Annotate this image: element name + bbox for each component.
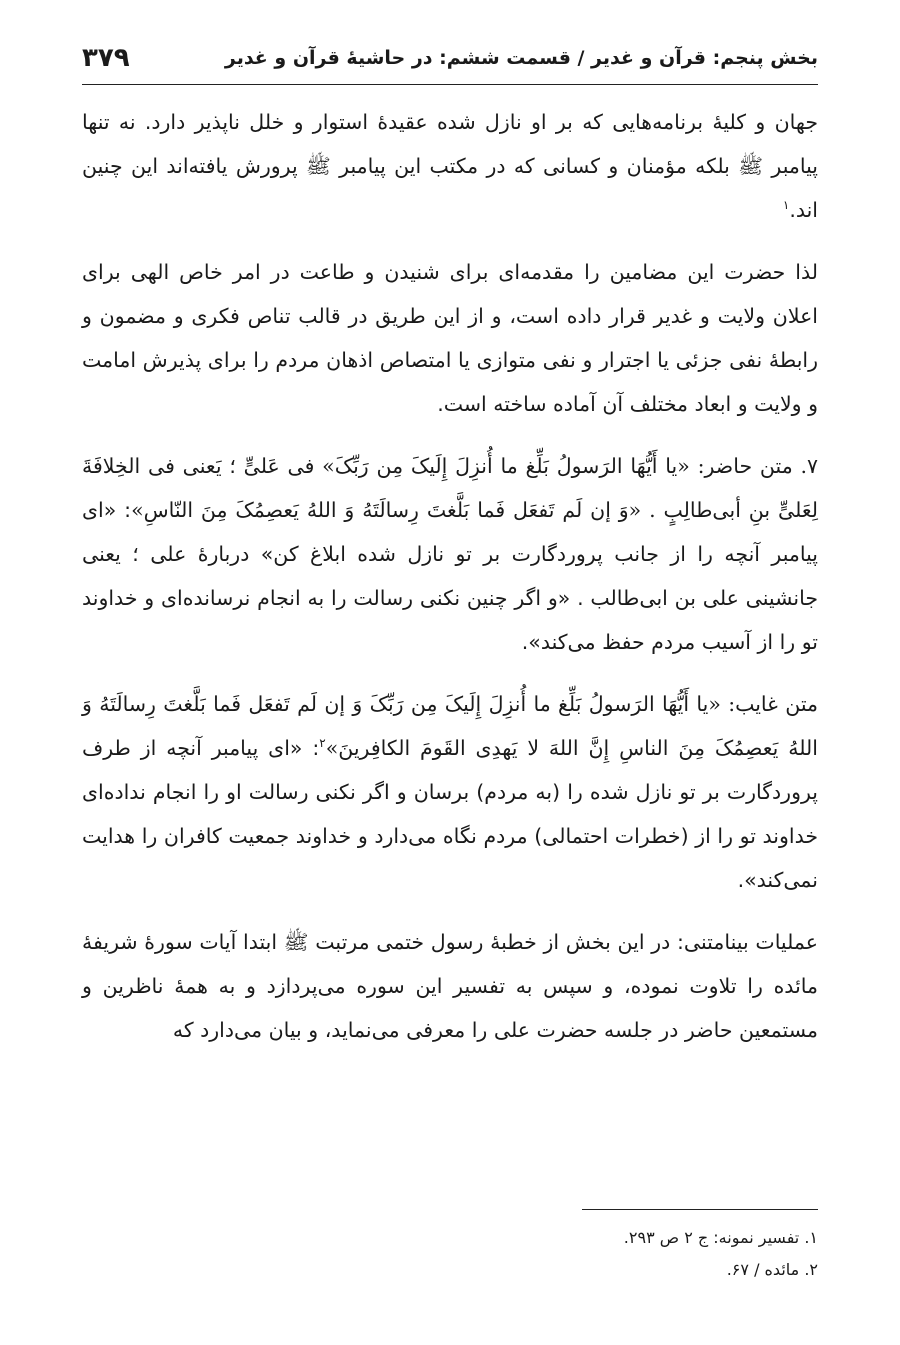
paragraph-4 — [82, 682, 818, 902]
paragraph-2 — [82, 250, 818, 426]
paragraph-4-text: : «ای پیامبر آنچه از طرف پروردگارت بر تو نازل شده را (به مردم) برسان و اگر نکنی رسالت او را انجام نداده‌ای خداوند تو را از (خطرات احتمالی) مردم نگاه می‌دارد و خداوند جمعیت کافران را هدایت نمی‌کند». — [82, 736, 818, 892]
footnote-divider — [582, 1209, 818, 1210]
paragraph-5-text: عملیات بینامتنی: در این بخش از خطبۀ رسول ختمی مرتبت ﷺ ابتدا آیات سورۀ شریفۀ مائده را تلاوت نموده، و سپس به تفسیر این سوره می‌پردازد و به همۀ ناظرین و مستمعین حاضر در جلسه حضرت علی را معرفی می‌نماید، و بیان می‌دارد که — [82, 930, 818, 1042]
paragraph-1 — [82, 100, 818, 232]
running-head: بخش پنجم: قرآن و غدیر / قسمت ششم: در حاشیۀ قرآن و غدیر — [224, 47, 818, 69]
paragraph-2-text: لذا حضرت این مضامین را مقدمه‌ای برای شنیدن و طاعت در امر خاص الهی برای اعلان ولایت و غدیر قرار داده است، و از این طریق در قالب تناص فکری و مضمون و رابطۀ نفی جزئی یا اجترار و نفی متوازی یا امتصاص اذهان مردم را برای پذیرش امامت و ولایت و ابعاد مختلف آن آماده ساخته است. — [82, 260, 818, 416]
page-header — [82, 32, 818, 85]
footnotes — [82, 1222, 818, 1286]
paragraph-3 — [82, 444, 818, 664]
absent-text-quote: متن غایب: «یا أَیُّهَا الرَسولُ بَلِّغ ما أُنزِلَ إِلَیکَ مِن رَبِّکَ وَ إن لَم تَفعَل فَما بَلَّغتَ رِسالَتَهُ وَ اللهُ یَعصِمُکَ مِنَ الناسِ إِنَّ اللهَ لا یَهدِی القَومَ الکافِرینَ» — [82, 692, 818, 760]
footnote-1: ۱. تفسیر نمونه: ج ۲ ص ۲۹۳. — [623, 1228, 818, 1247]
present-text-quote: ۷. متن حاضر: «یا أَیُّهَا الرَسولُ بَلِّغ ما أُنزِلَ إِلَیکَ مِن رَبِّکَ» فی عَلیٍّ ؛ یَعنی فی الخِلافَةَ لِعَلیٍّ بنِ أبی‌طالِبٍ . «وَ إن لَم تَفعَل فَما بَلَّغتَ رِسالَتَهُ وَ اللهُ یَعصِمُکَ مِنَ النّاسِ» — [82, 454, 818, 522]
paragraph-3-text: : «ای پیامبر آنچه را از جانب پروردگارت بر تو نازل شده ابلاغ کن» دربارۀ علی ؛ یعنی جانشینی علی بن ابی‌طالب . «و اگر چنین نکنی رسالت را به انجام نرسانده‌ای و خداوند تو را از آسیب مردم حفظ می‌کند». — [82, 498, 818, 654]
footnote-ref-2: ۲ — [319, 736, 326, 751]
body-text — [82, 100, 818, 1070]
paragraph-1-text: جهان و کلیۀ برنامه‌هایی که بر او نازل شده عقیدۀ استوار و خلل ناپذیر دارد. نه تنها پیامبر ﷺ بلکه مؤمنان و کسانی که در مکتب این پیامبر ﷺ پرورش یافته‌اند این چنین اند. — [82, 110, 818, 222]
page-number: ۳۷۹ — [82, 43, 130, 73]
paragraph-5 — [82, 920, 818, 1052]
footnote-ref-1: ۱ — [782, 198, 790, 213]
footnote-2: ۲. مائده / ۶۷. — [726, 1260, 818, 1279]
